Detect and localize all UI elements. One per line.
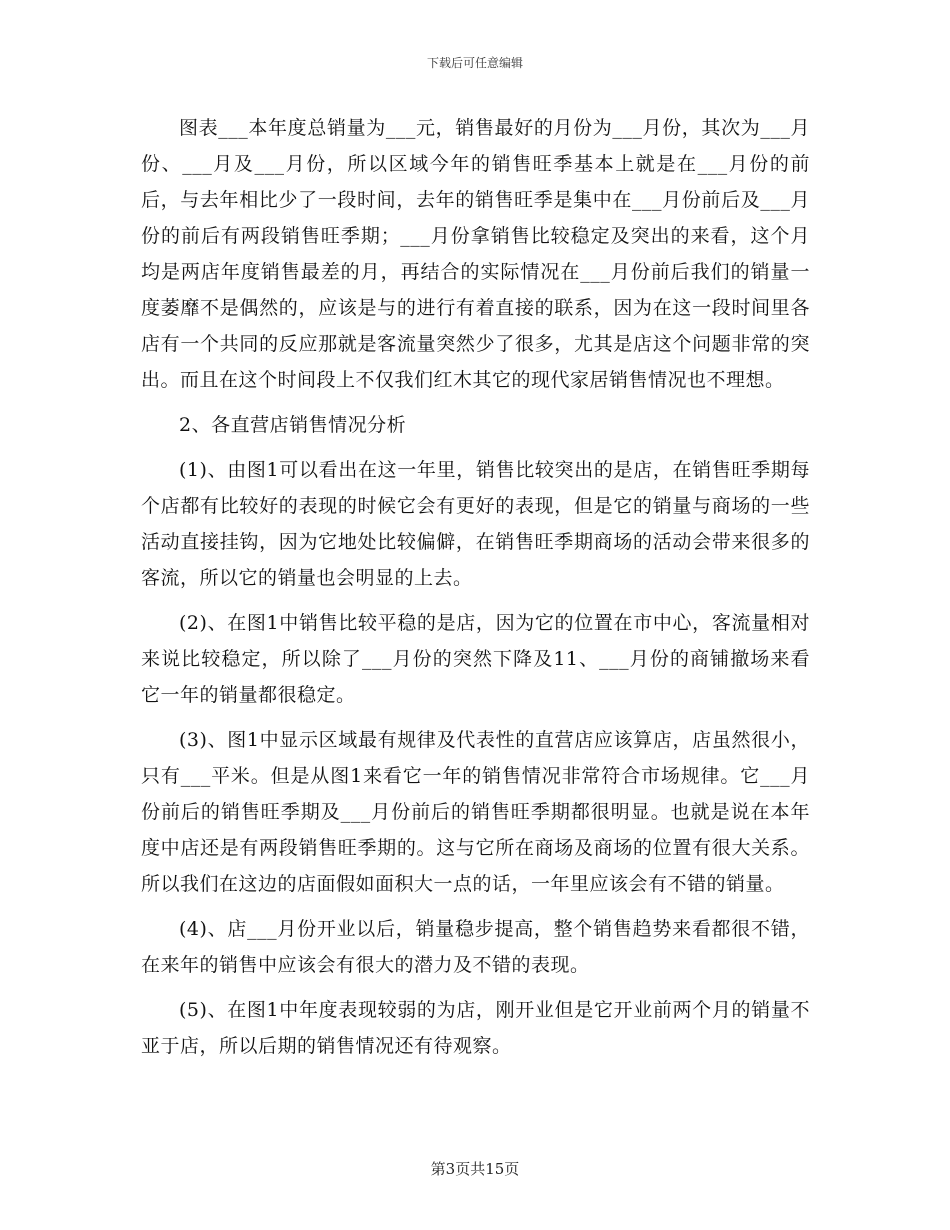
section-heading: 2、各直营店销售情况分析	[179, 414, 407, 436]
paragraph-item-5: (5)、在图1中年度表现较弱的为店，刚开业但是它开业前两个月的销量不亚于店，所以后期的销售情况还有待观察。	[141, 999, 810, 1057]
paragraph-item-2: (2)、在图1中销售比较平稳的是店，因为它的位置在市中心，客流量相对来说比较稳定，所以除了___月份的突然下降及11、___月份的商铺撤场来看它一年的销量都很稳定。	[141, 612, 810, 706]
document-body	[141, 110, 810, 1073]
paragraph-sales-overview: 图表___本年度总销量为___元，销售最好的月份为___月份，其次为___月份、___月及___月份，所以区域今年的销售旺季基本上就是在___月份的前后，与去年相比少了一段时间，去年的销售旺季是集中在___月份前后及___月份的前后有两段销售旺季期；___月份拿销售比较稳定及突出的来看，这个月均是两店年度销售最差的月，再结合的实际情况在___月份前后我们的销量一度萎靡不是偶然的，应该是与的进行有着直接的联系，因为在这一段时间里各店有一个共同的反应那就是客流量突然少了很多，尤其是店这个问题非常的突出。而且在这个时间段上不仅我们红木其它的现代家居销售情况也不理想。	[141, 117, 810, 391]
paragraph-item-1: (1)、由图1可以看出在这一年里，销售比较突出的是店，在销售旺季期每个店都有比较好的表现的时候它会有更好的表现，但是它的销量与商场的一些活动直接挂钩，因为它地处比较偏僻，在销售旺季期商场的活动会带来很多的客流，所以它的销量也会明显的上去。	[141, 459, 810, 589]
paragraph-item-3: (3)、图1中显示区域最有规律及代表性的直营店应该算店，店虽然很小，只有___平米。但是从图1来看它一年的销售情况非常符合市场规律。它___月份前后的销售旺季期及___月份前后的销售旺季期都很明显。也就是说在本年度中店还是有两段销售旺季期的。这与它所在商场及商场的位置有很大关系。所以我们在这边的店面假如面积大一点的话，一年里应该会有不错的销量。	[141, 729, 810, 895]
page-footer: 第3页共15页	[430, 1160, 520, 1178]
page-header: 下载后可任意编辑	[426, 56, 523, 70]
paragraph-item-4: (4)、店___月份开业以后，销量稳步提高，整个销售趋势来看都很不错，在来年的销售中应该会有很大的潜力及不错的表现。	[141, 918, 810, 976]
